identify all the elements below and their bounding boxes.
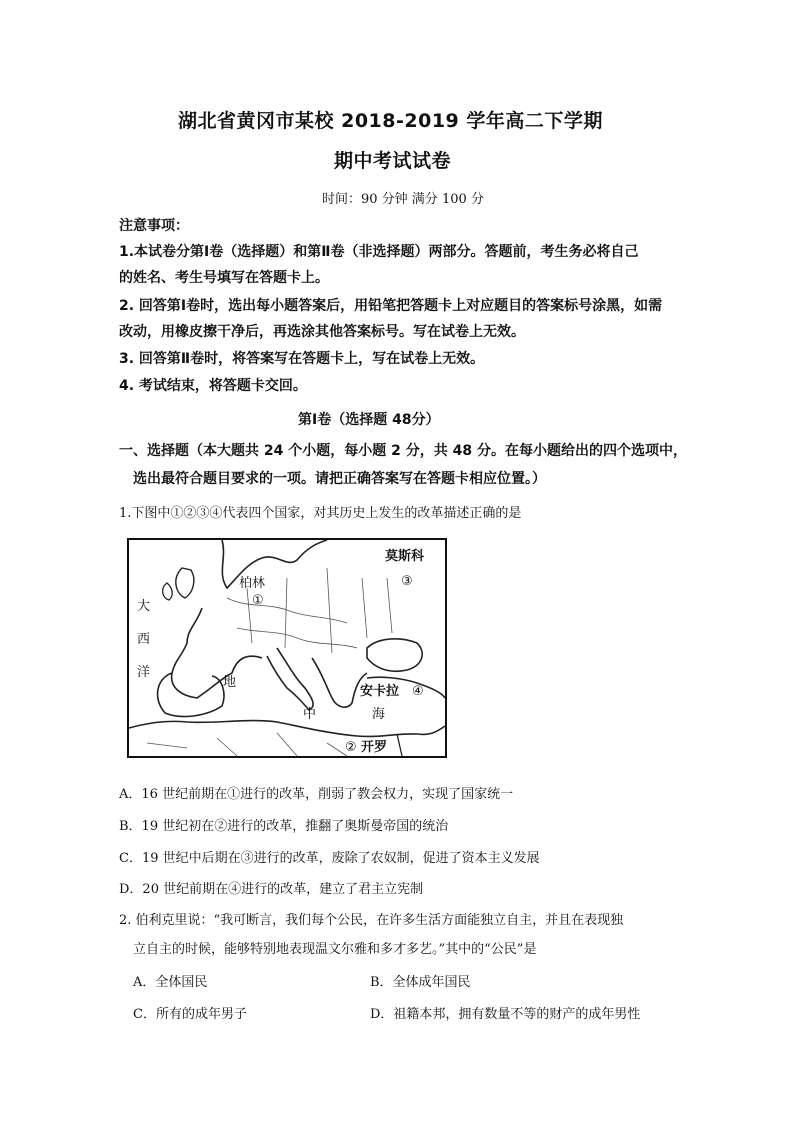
map-mark-3: ③ <box>401 574 413 589</box>
notes-line-1: 1.本试卷分第Ⅰ卷（选择题）和第Ⅱ卷（非选择题）两部分。答题前，考生务必将自己 <box>119 244 639 260</box>
map-label-di: 地 <box>223 675 237 690</box>
europe-map-svg <box>127 538 447 758</box>
question-1-option-a: A．16 世纪前期在①进行的改革，削弱了教会权力，实现了国家统一 <box>119 787 514 802</box>
exam-time-info: 时间：90 分钟 满分 100 分 <box>322 192 484 207</box>
map-label-zhong: 中 <box>303 707 317 722</box>
question-2-option-d: D．祖籍本邦，拥有数量不等的财产的成年男性 <box>370 1007 641 1022</box>
question-1-stem: 1.下图中①②③④代表四个国家，对其历史上发生的改革描述正确的是 <box>119 506 522 521</box>
section-instruction-line1: 一、选择题（本大题共 24 个小题，每小题 2 分，共 48 分。在每小题给出的四个选项中， <box>119 443 687 459</box>
notes-line-6: 4. 考试结束，将答题卡交回。 <box>119 378 307 394</box>
map-label-moscow: 莫斯科 <box>385 549 425 564</box>
notes-heading: 注意事项： <box>119 218 189 234</box>
europe-map <box>127 538 447 758</box>
map-label-ankara: 安卡拉 <box>360 684 400 699</box>
section-heading: 第Ⅰ卷（选择题 48分） <box>298 412 440 428</box>
question-1-option-d: D．20 世纪前期在④进行的改革，建立了君主立宪制 <box>119 882 424 897</box>
question-1-option-b: B．19 世纪初在②进行的改革，推翻了奥斯曼帝国的统治 <box>119 819 449 834</box>
notes-line-2: 的姓名、考生号填写在答题卡上。 <box>119 270 329 286</box>
question-1-option-c: C．19 世纪中后期在③进行的改革，废除了农奴制，促进了资本主义发展 <box>119 851 540 866</box>
map-label-atlantic-3: 洋 <box>137 665 151 680</box>
notes-line-5: 3. 回答第Ⅱ卷时，将答案写在答题卡上，写在试卷上无效。 <box>119 351 485 367</box>
question-2-option-b: B．全体成年国民 <box>370 975 471 990</box>
page-title-line2: 期中考试试卷 <box>334 150 452 172</box>
map-label-hai: 海 <box>372 707 386 722</box>
question-2-stem-line1: 2. 伯利克里说：“我可断言，我们每个公民，在许多生活方面能独立自主，并且在表现独 <box>119 913 624 928</box>
notes-line-4: 改动，用橡皮擦干净后，再选涂其他答案标号。写在试卷上无效。 <box>119 324 525 340</box>
question-2-stem-line2: 立自主的时候，能够特别地表现温文尔雅和多才多艺。”其中的“公民”是 <box>133 942 537 957</box>
map-label-berlin: 柏林 <box>239 576 266 591</box>
notes-line-3: 2. 回答第Ⅰ卷时，选出每小题答案后，用铅笔把答题卡上对应题目的答案标号涂黑，如需 <box>119 298 663 314</box>
map-mark-1: ① <box>252 593 264 608</box>
map-label-atlantic-2: 西 <box>137 632 151 647</box>
map-mark-2: ② <box>345 740 357 755</box>
map-mark-4: ④ <box>412 684 424 699</box>
page-title-line1: 湖北省黄冈市某校 2018-2019 学年高二下学期 <box>178 110 603 132</box>
question-2-option-c: C．所有的成年男子 <box>133 1007 247 1022</box>
map-label-atlantic-1: 大 <box>137 599 151 614</box>
section-instruction-line2: 选出最符合题目要求的一项。请把正确答案写在答题卡相应位置。） <box>133 471 546 487</box>
map-label-cairo: 开罗 <box>361 740 388 755</box>
question-2-option-a: A．全体国民 <box>133 975 208 990</box>
